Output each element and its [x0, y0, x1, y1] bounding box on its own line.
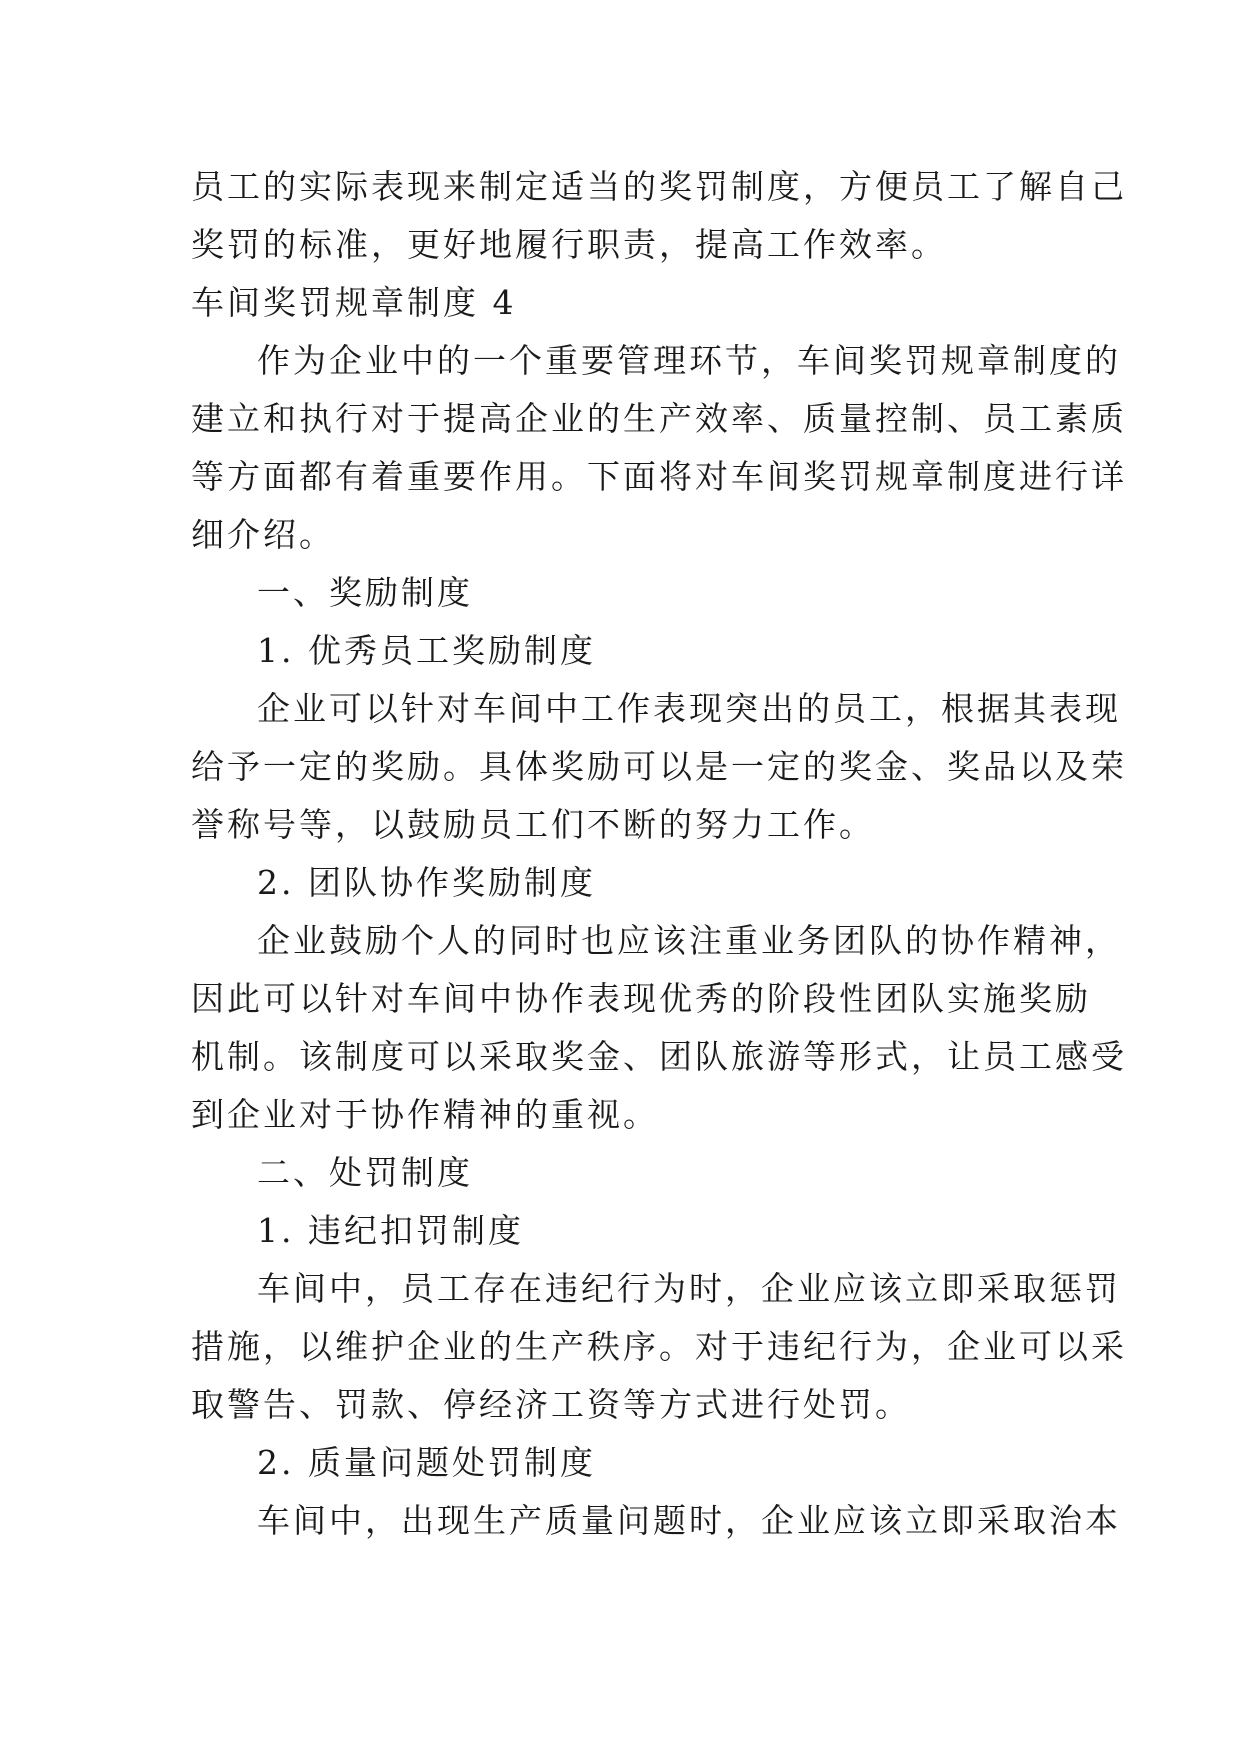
- paragraph-line: 措施，以维护企业的生产秩序。对于违纪行为，企业可以采: [191, 1327, 1127, 1366]
- paragraph-line: 因此可以针对车间中协作表现优秀的阶段性团队实施奖励: [191, 979, 1091, 1018]
- paragraph-line: 到企业对于协作精神的重视。: [191, 1095, 659, 1134]
- subsection-heading: 1. 优秀员工奖励制度: [257, 631, 596, 670]
- paragraph-line: 细介绍。: [191, 515, 335, 554]
- paragraph-line: 车间中，员工存在违纪行为时，企业应该立即采取惩罚: [257, 1269, 1121, 1308]
- paragraph-line: 等方面都有着重要作用。下面将对车间奖罚规章制度进行详: [191, 457, 1127, 496]
- subsection-heading: 2. 质量问题处罚制度: [257, 1443, 596, 1482]
- subsection-heading: 1. 违纪扣罚制度: [257, 1211, 524, 1250]
- paragraph-line: 奖罚的标准，更好地履行职责，提高工作效率。: [191, 225, 947, 264]
- paragraph-line: 给予一定的奖励。具体奖励可以是一定的奖金、奖品以及荣: [191, 747, 1127, 786]
- paragraph-line: 建立和执行对于提高企业的生产效率、质量控制、员工素质: [191, 399, 1127, 438]
- paragraph-line: 企业可以针对车间中工作表现突出的员工，根据其表现: [257, 689, 1121, 728]
- paragraph-line: 机制。该制度可以采取奖金、团队旅游等形式，让员工感受: [191, 1037, 1127, 1076]
- document-body: [191, 158, 1127, 1550]
- paragraph-line: 车间中，出现生产质量问题时，企业应该立即采取治本: [257, 1501, 1121, 1540]
- subsection-heading: 2. 团队协作奖励制度: [257, 863, 596, 902]
- paragraph-line: 取警告、罚款、停经济工资等方式进行处罚。: [191, 1385, 911, 1424]
- section-heading: 一、奖励制度: [257, 573, 473, 612]
- paragraph-line: 作为企业中的一个重要管理环节，车间奖罚规章制度的: [257, 341, 1121, 380]
- section-title: 车间奖罚规章制度 4: [191, 283, 517, 322]
- paragraph-line: 誉称号等，以鼓励员工们不断的努力工作。: [191, 805, 875, 844]
- paragraph-line: 员工的实际表现来制定适当的奖罚制度，方便员工了解自己: [191, 167, 1127, 206]
- section-heading: 二、处罚制度: [257, 1153, 473, 1192]
- paragraph-line: 企业鼓励个人的同时也应该注重业务团队的协作精神，: [257, 921, 1121, 960]
